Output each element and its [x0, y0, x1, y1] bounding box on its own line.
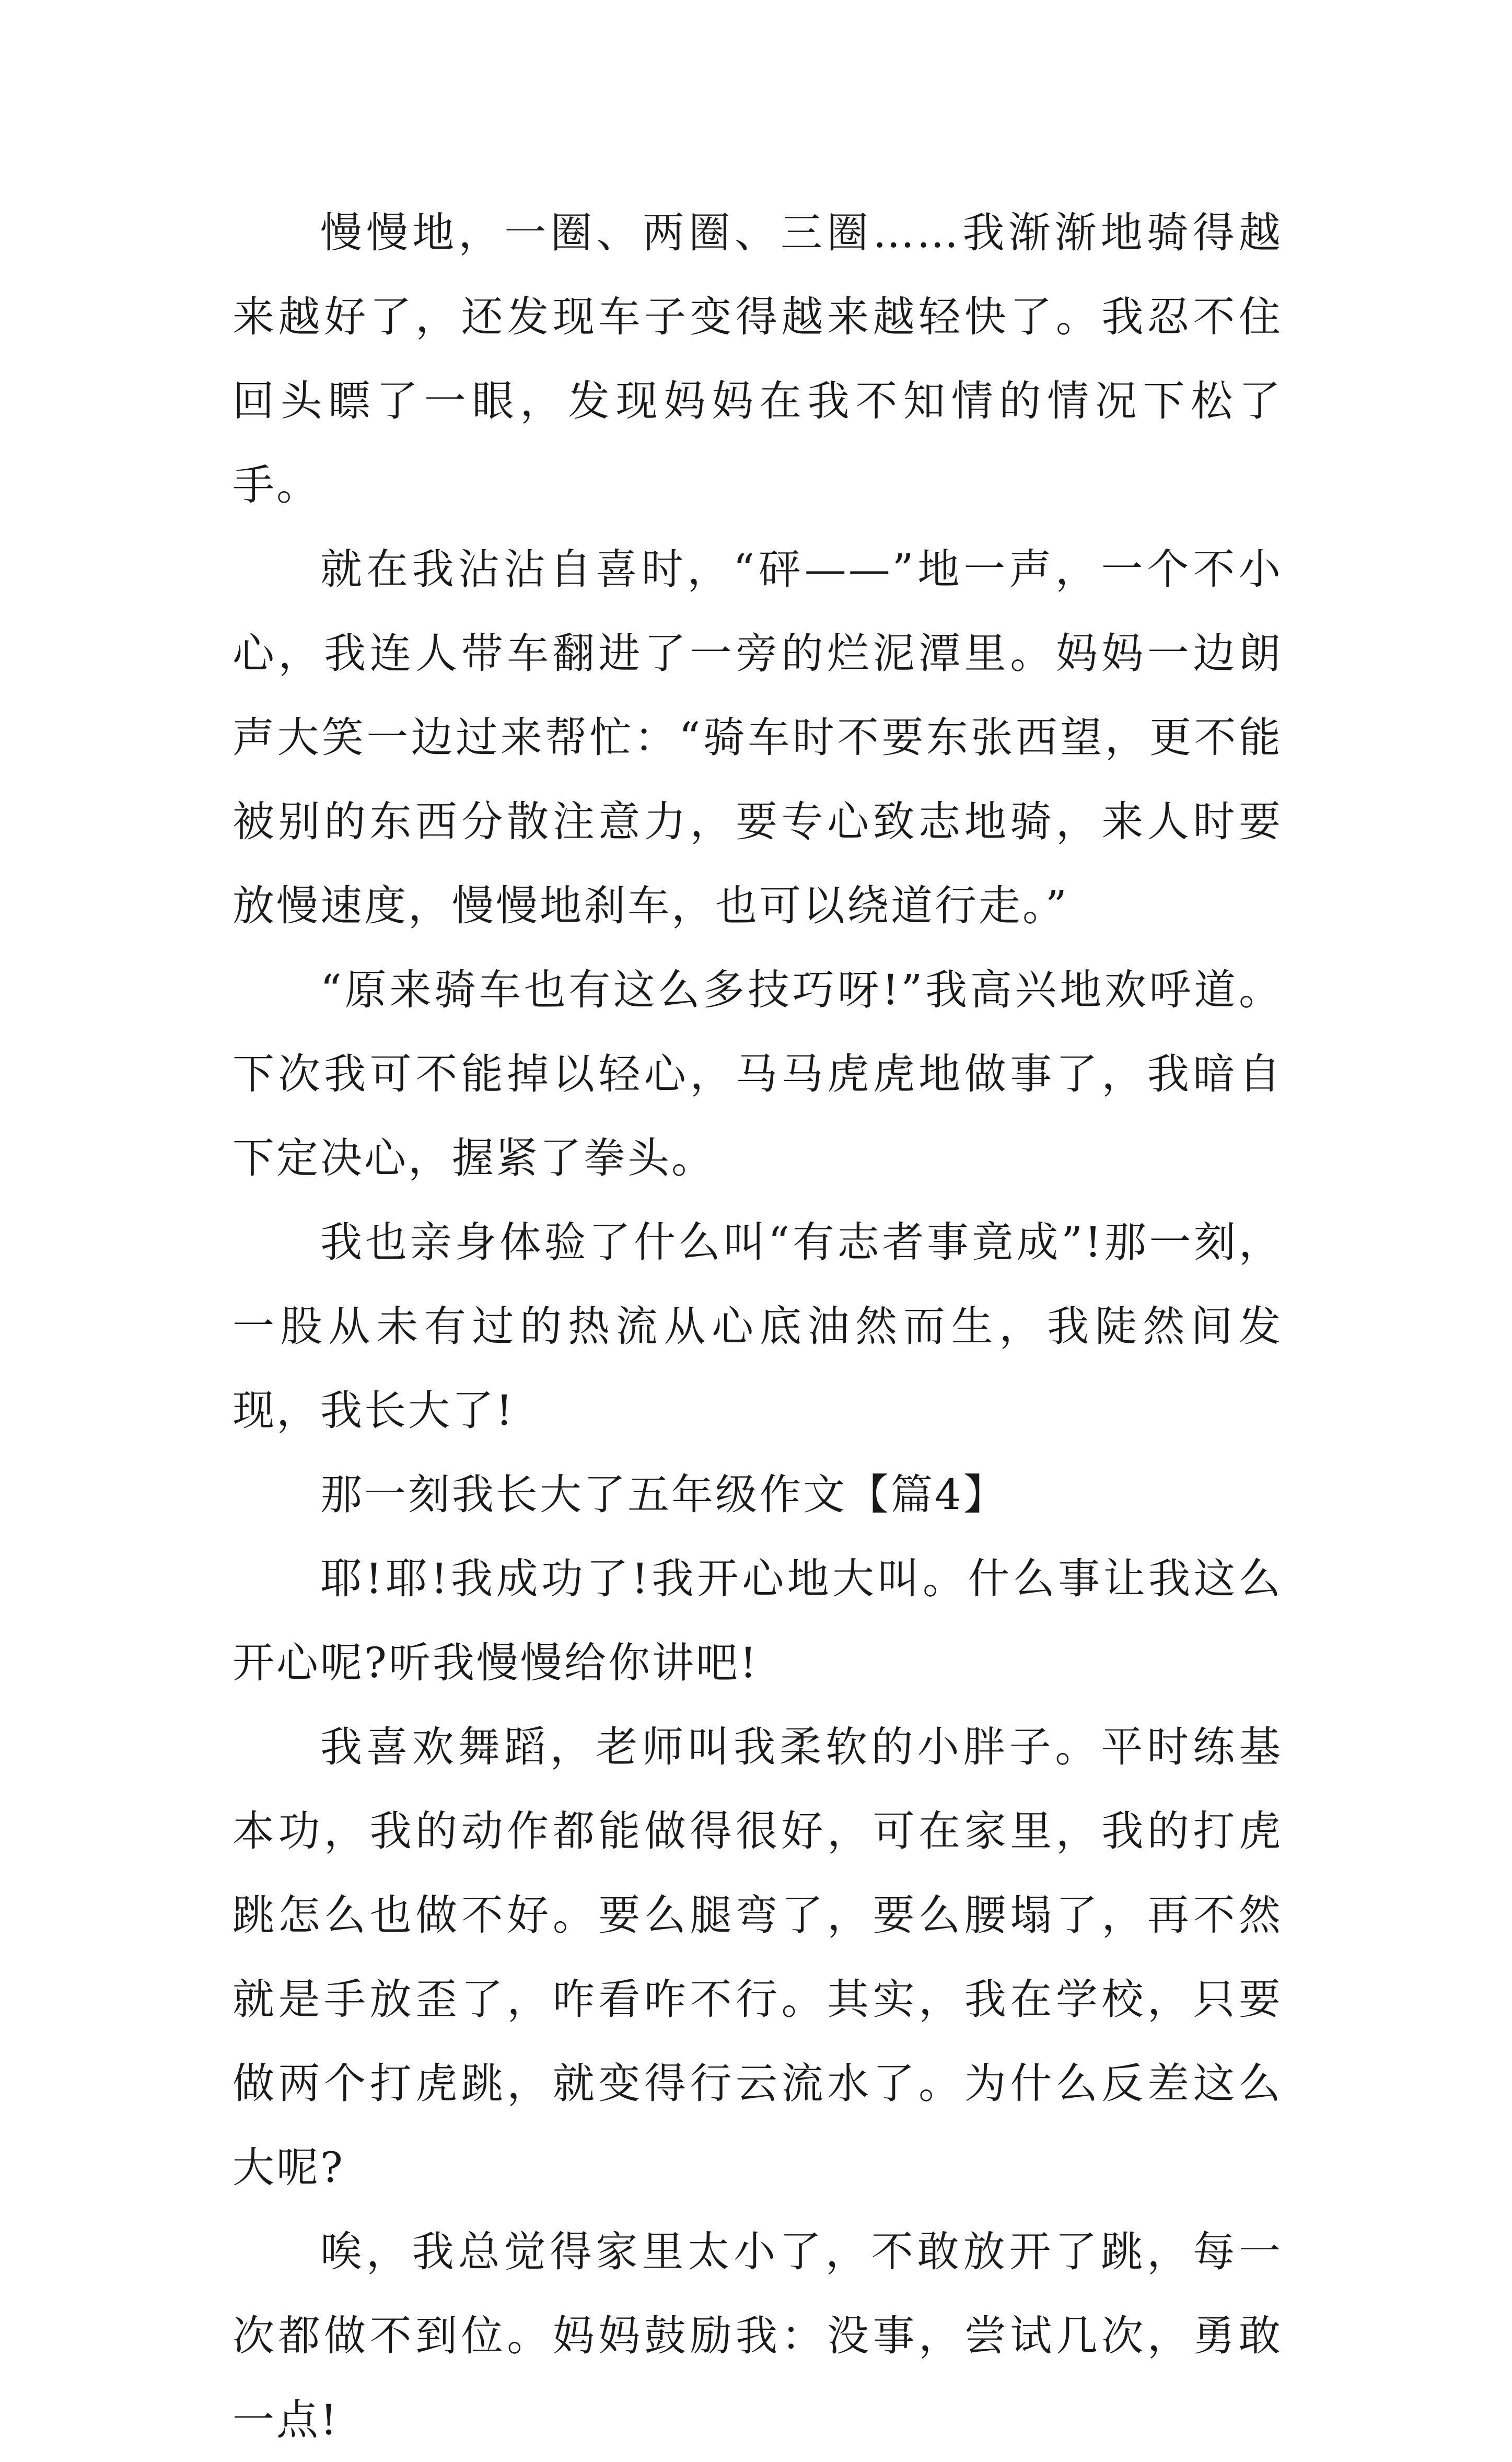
paragraph: 唉，我总觉得家里太小了，不敢放开了跳，每一次都做不到位。妈妈鼓励我：没事，尝试几次，勇敢一点! — [232, 2227, 1283, 2444]
paragraph: 我喜欢舞蹈，老师叫我柔软的小胖子。平时练基本功，我的动作都能做得很好，可在家里，我的打虎跳怎么也做不好。要么腿弯了，要么腰塌了，再不然就是手放歪了，咋看咋不行。其实，我在学校，只要做两个打虎跳，就变得行云流水了。为什么反差这么大呢? — [232, 1723, 1283, 2192]
paragraph: “原来骑车也有这么多技巧呀!”我高兴地欢呼道。下次我可不能掉以轻心，马马虎虎地做事了，我暗自下定决心，握紧了拳头。 — [232, 966, 1283, 1182]
paragraph: 耶!耶!我成功了!我开心地大叫。什么事让我这么开心呢?听我慢慢给你讲吧! — [232, 1554, 1283, 1687]
paragraph: 就在我沾沾自喜时，“砰——”地一声，一个不小心，我连人带车翻进了一旁的烂泥潭里。妈妈一边朗声大笑一边过来帮忙：“骑车时不要东张西望，更不能被别的东西分散注意力，要专心致志地骑，来人时要放慢速度，慢慢地刹车，也可以绕道行走。” — [232, 545, 1283, 930]
paragraph: 慢慢地，一圈、两圈、三圈……我渐渐地骑得越来越好了，还发现车子变得越来越轻快了。我忍不住回头瞟了一眼，发现妈妈在我不知情的情况下松了手。 — [232, 208, 1283, 509]
section-heading: 那一刻我长大了五年级作文【篇4】 — [320, 1470, 1007, 1519]
paragraph: 我也亲身体验了什么叫“有志者事竟成”!那一刻，一股从未有过的热流从心底油然而生，我陡然间发现，我长大了! — [232, 1218, 1283, 1435]
document-body — [232, 191, 1283, 2462]
